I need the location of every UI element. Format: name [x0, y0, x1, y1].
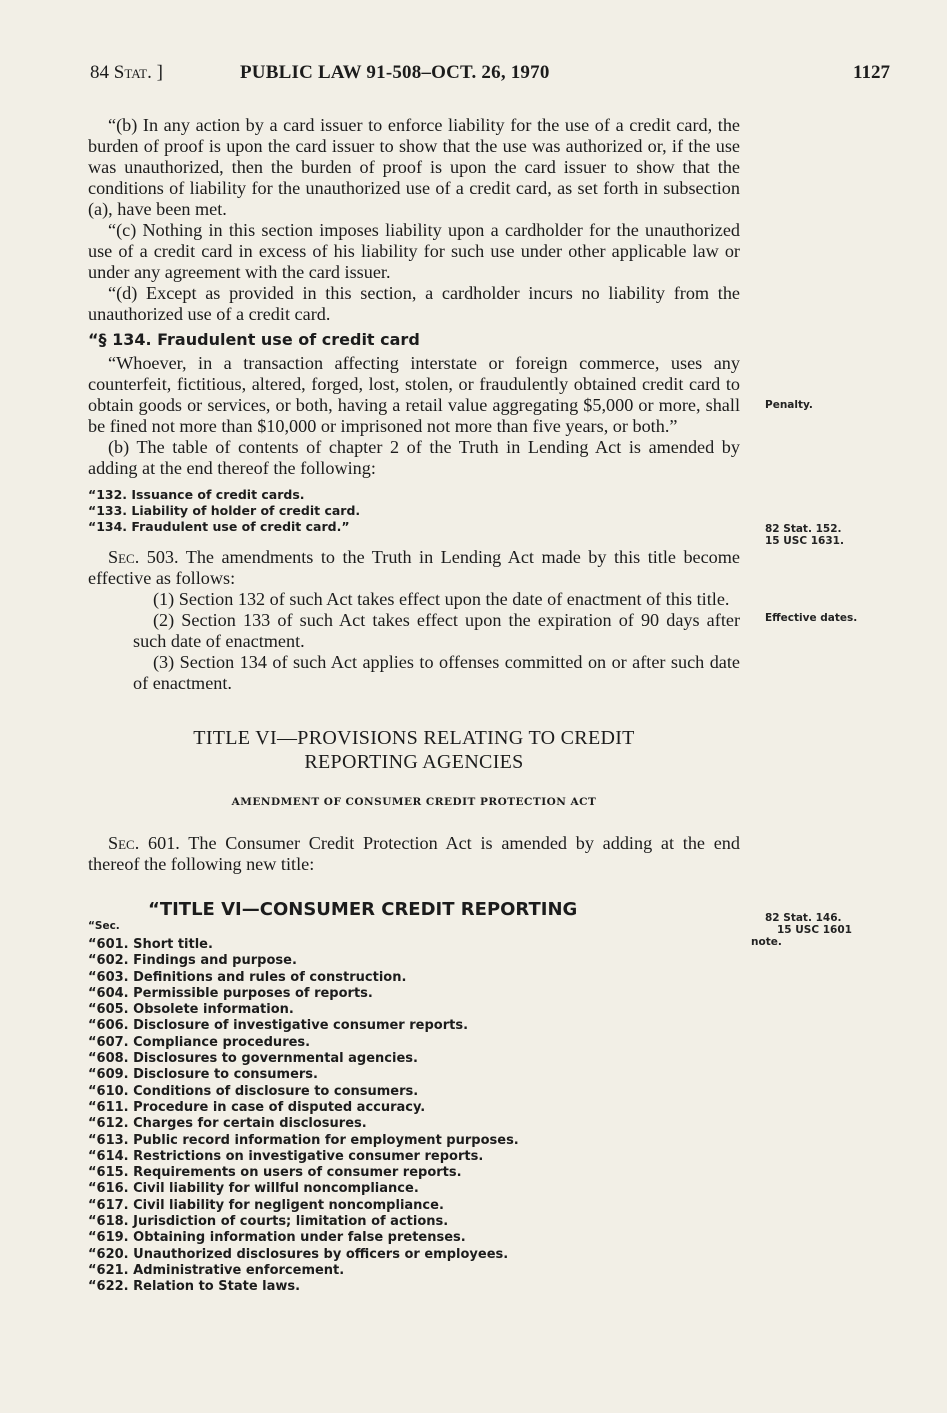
- toc2-line: “622. Relation to State laws.: [88, 1279, 301, 1295]
- page-number: 1127: [853, 62, 890, 83]
- sec-503-body: 503. The amendments to the Truth in Lending Act made by this title become effective as follows:: [88, 547, 740, 588]
- margin-note-effective-dates: Effective dates.: [765, 612, 858, 624]
- margin-line: 82 Stat. 152.: [765, 523, 842, 535]
- statute-volume: 84 Stat. ]: [90, 62, 163, 83]
- section-503-text: [88, 547, 740, 589]
- margin-line: 15 USC 1631.: [765, 535, 844, 547]
- document-body: [88, 115, 740, 1296]
- toc2-line: “603. Definitions and rules of construction.: [88, 969, 407, 985]
- margin-note-penalty: Penalty.: [765, 399, 813, 411]
- toc2-line: “619. Obtaining information under false pretenses.: [88, 1230, 466, 1246]
- toc2-line: “609. Disclosure to consumers.: [88, 1067, 318, 1083]
- section-601-text: [88, 833, 740, 875]
- toc2-line: “616. Civil liability for willful noncompliance.: [88, 1181, 419, 1197]
- law-title: PUBLIC LAW 91-508–OCT. 26, 1970: [240, 62, 550, 83]
- title-vi-line-1: TITLE VI—PROVISIONS RELATING TO CREDIT: [193, 727, 635, 749]
- toc2-line: “608. Disclosures to governmental agencies.: [88, 1051, 418, 1067]
- margin-line: 15 USC 1601: [777, 924, 852, 936]
- toc2-line: “621. Administrative enforcement.: [88, 1262, 345, 1278]
- title-vi-line-2: REPORTING AGENCIES: [304, 751, 524, 773]
- toc2-line: “604. Permissible purposes of reports.: [88, 985, 373, 1001]
- toc-line: “132. Issuance of credit cards.: [88, 487, 305, 502]
- sec-503-item-3: (3) Section 134 of such Act applies to offenses committed on or after such date of enactment.: [133, 652, 740, 693]
- new-title-heading: “TITLE VI—CONSUMER CREDIT REPORTING: [148, 899, 578, 920]
- toc-line: “133. Liability of holder of credit card.: [88, 503, 361, 518]
- toc2-line: “612. Charges for certain disclosures.: [88, 1116, 367, 1132]
- toc2-line: “617. Civil liability for negligent noncompliance.: [88, 1197, 444, 1213]
- margin-note-stat-146: [751, 912, 852, 948]
- sec-503-item-2: (2) Section 133 of such Act takes effect upon the expiration of 90 days after such date of enactment.: [133, 610, 740, 651]
- margin-line: note.: [751, 936, 782, 948]
- sec-label: Sec.: [108, 547, 140, 567]
- margin-line: 82 Stat. 146.: [765, 912, 842, 924]
- title-vi-heading: [88, 726, 740, 774]
- toc2-line: “607. Compliance procedures.: [88, 1034, 311, 1050]
- amendment-b-text: (b) The table of contents of chapter 2 of the Truth in Lending Act is amended by adding at the end thereof the following:: [88, 437, 740, 478]
- paragraph-d: “(d) Except as provided in this section, a cardholder incurs no liability from the unauthorized use of a credit card.: [88, 283, 740, 324]
- toc-line: “134. Fraudulent use of credit card.”: [88, 519, 350, 534]
- toc2-line: “610. Conditions of disclosure to consumers.: [88, 1083, 419, 1099]
- section-134-text: “Whoever, in a transaction affecting interstate or foreign commerce, uses any counterfeit, fictitious, altered, forged, lost, stolen, or fraudulently obtained credit card to obtain goods or services, or both, having a retail value aggregating $5,000 or more, shall be fined not more than $10,000 or imprisoned not more than five years, or both.”: [88, 353, 740, 436]
- toc2-line: “606. Disclosure of investigative consumer reports.: [88, 1018, 469, 1034]
- chapter-toc: [88, 487, 740, 535]
- toc2-line: “613. Public record information for employment purposes.: [88, 1132, 519, 1148]
- sec-column-label: “Sec.: [88, 920, 120, 932]
- toc2-line: “605. Obsolete information.: [88, 1002, 294, 1018]
- margin-note-stat-152: [765, 523, 844, 547]
- toc2-line: “620. Unauthorized disclosures by officers or employees.: [88, 1246, 509, 1262]
- toc2-line: “615. Requirements on users of consumer reports.: [88, 1165, 462, 1181]
- paragraph-c: “(c) Nothing in this section imposes liability upon a cardholder for the unauthorized use of a credit card in excess of his liability for such use under other applicable law or under any agreement with the card issuer.: [88, 220, 740, 282]
- toc2-line: “614. Restrictions on investigative consumer reports.: [88, 1148, 484, 1164]
- page-header: [90, 62, 890, 88]
- sec-601-body: 601. The Consumer Credit Protection Act is amended by adding at the end thereof the following new title:: [88, 833, 740, 874]
- sec-label: Sec.: [108, 833, 140, 853]
- toc2-line: “611. Procedure in case of disputed accuracy.: [88, 1099, 426, 1115]
- amendment-heading: AMENDMENT OF CONSUMER CREDIT PROTECTION ACT: [231, 796, 597, 808]
- paragraph-b: “(b) In any action by a card issuer to enforce liability for the use of a credit card, the burden of proof is upon the card issuer to show that the use was authorized or, if the use was unauthorized, then the burden of proof is upon the card issuer to show that the conditions of liability for the unauthorized use of a credit card, as set forth in subsection (a), have been met.: [88, 115, 740, 219]
- toc2-line: “618. Jurisdiction of courts; limitation of actions.: [88, 1214, 449, 1230]
- toc2-line: “602. Findings and purpose.: [88, 953, 297, 969]
- section-134-heading: “§ 134. Fraudulent use of credit card: [88, 330, 420, 349]
- title-vi-toc: [88, 937, 740, 1296]
- toc2-line: “601. Short title.: [88, 937, 213, 952]
- sec-503-item-1: (1) Section 132 of such Act takes effect upon the date of enactment of this title.: [153, 589, 730, 609]
